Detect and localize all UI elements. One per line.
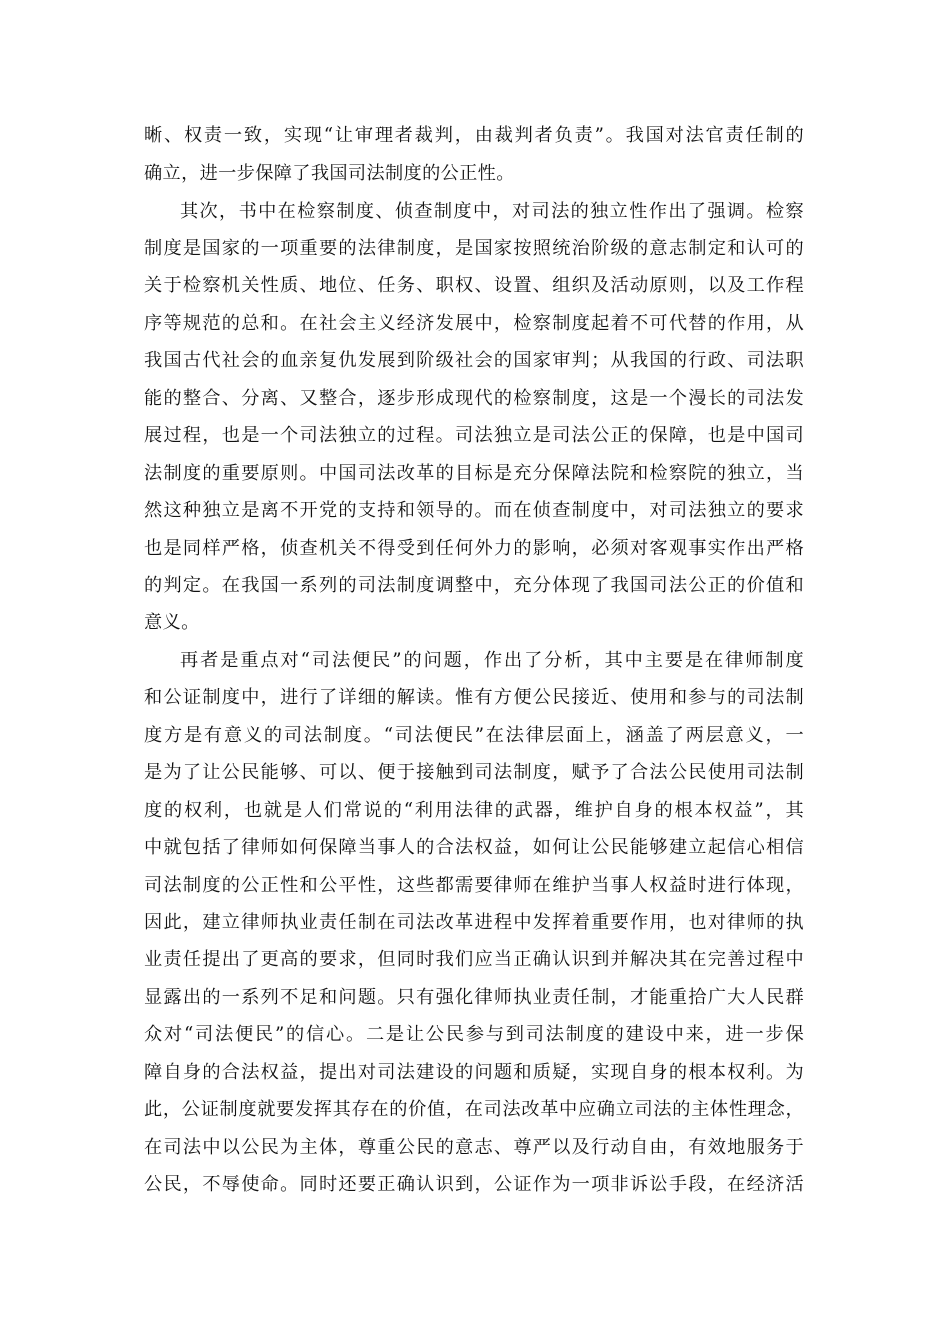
text-line: 显露出的一系列不足和问题。只有强化律师执业责任制，才能重拾广大人民群 xyxy=(144,987,804,1008)
text-line: 是为了让公民能够、可以、便于接触到司法制度，赋予了合法公民使用司法制 xyxy=(144,762,804,783)
text-line: 确立，进一步保障了我国司法制度的公正性。 xyxy=(144,163,515,184)
text-line: 度的权利，也就是人们常说的“利用法律的武器，维护自身的根本权益”，其 xyxy=(144,800,804,821)
text-line: 序等规范的总和。在社会主义经济发展中，检察制度起着不可代替的作用，从 xyxy=(144,313,804,334)
text-line: 障自身的合法权益，提出对司法建设的问题和质疑，实现自身的根本权利。为 xyxy=(144,1062,804,1083)
text-line: 法制度的重要原则。中国司法改革的目标是充分保障法院和检察院的独立，当 xyxy=(144,463,804,484)
text-line: 晰、权责一致，实现“让审理者裁判，由裁判者负责”。我国对法官责任制的 xyxy=(144,125,804,146)
text-line: 也是同样严格，侦查机关不得受到任何外力的影响，必须对客观事实作出严格 xyxy=(144,538,804,559)
text-line: 此，公证制度就要发挥其存在的价值，在司法改革中应确立司法的主体性理念， xyxy=(144,1099,804,1120)
text-line: 我国古代社会的血亲复仇发展到阶级社会的国家审判；从我国的行政、司法职 xyxy=(144,350,804,371)
text-line: 然这种独立是离不开党的支持和领导的。而在侦查制度中，对司法独立的要求 xyxy=(144,500,804,521)
text-line: 能的整合、分离、又整合，逐步形成现代的检察制度，这是一个漫长的司法发 xyxy=(144,388,804,409)
text-line: 意义。 xyxy=(144,612,200,633)
paragraph-first-line: 其次，书中在检察制度、侦查制度中，对司法的独立性作出了强调。检察 xyxy=(180,201,804,222)
text-line: 业责任提出了更高的要求，但同时我们应当正确认识到并解决其在完善过程中 xyxy=(144,949,804,970)
text-line: 的判定。在我国一系列的司法制度调整中，充分体现了我国司法公正的价值和 xyxy=(144,575,804,596)
text-line: 司法制度的公正性和公平性，这些都需要律师在维护当事人权益时进行体现， xyxy=(144,875,804,896)
text-line: 中就包括了律师如何保障当事人的合法权益，如何让公民能够建立起信心相信 xyxy=(144,837,804,858)
text-line: 度方是有意义的司法制度。“司法便民”在法律层面上，涵盖了两层意义，一 xyxy=(144,725,804,746)
text-line: 制度是国家的一项重要的法律制度，是国家按照统治阶级的意志制定和认可的 xyxy=(144,238,804,259)
text-line: 公民，不辱使命。同时还要正确认识到，公证作为一项非诉讼手段，在经济活 xyxy=(144,1174,804,1195)
text-line: 在司法中以公民为主体，尊重公民的意志、尊严以及行动自由，有效地服务于 xyxy=(144,1137,804,1158)
text-line: 和公证制度中，进行了详细的解读。惟有方便公民接近、使用和参与的司法制 xyxy=(144,687,804,708)
text-line: 因此，建立律师执业责任制在司法改革进程中发挥着重要作用，也对律师的执 xyxy=(144,912,804,933)
text-line: 展过程，也是一个司法独立的过程。司法独立是司法公正的保障，也是中国司 xyxy=(144,425,804,446)
text-line: 众对“司法便民”的信心。二是让公民参与到司法制度的建设中来，进一步保 xyxy=(144,1024,804,1045)
paragraph-first-line: 再者是重点对“司法便民”的问题，作出了分析，其中主要是在律师制度 xyxy=(180,650,804,671)
text-line: 关于检察机关性质、地位、任务、职权、设置、组织及活动原则，以及工作程 xyxy=(144,275,804,296)
